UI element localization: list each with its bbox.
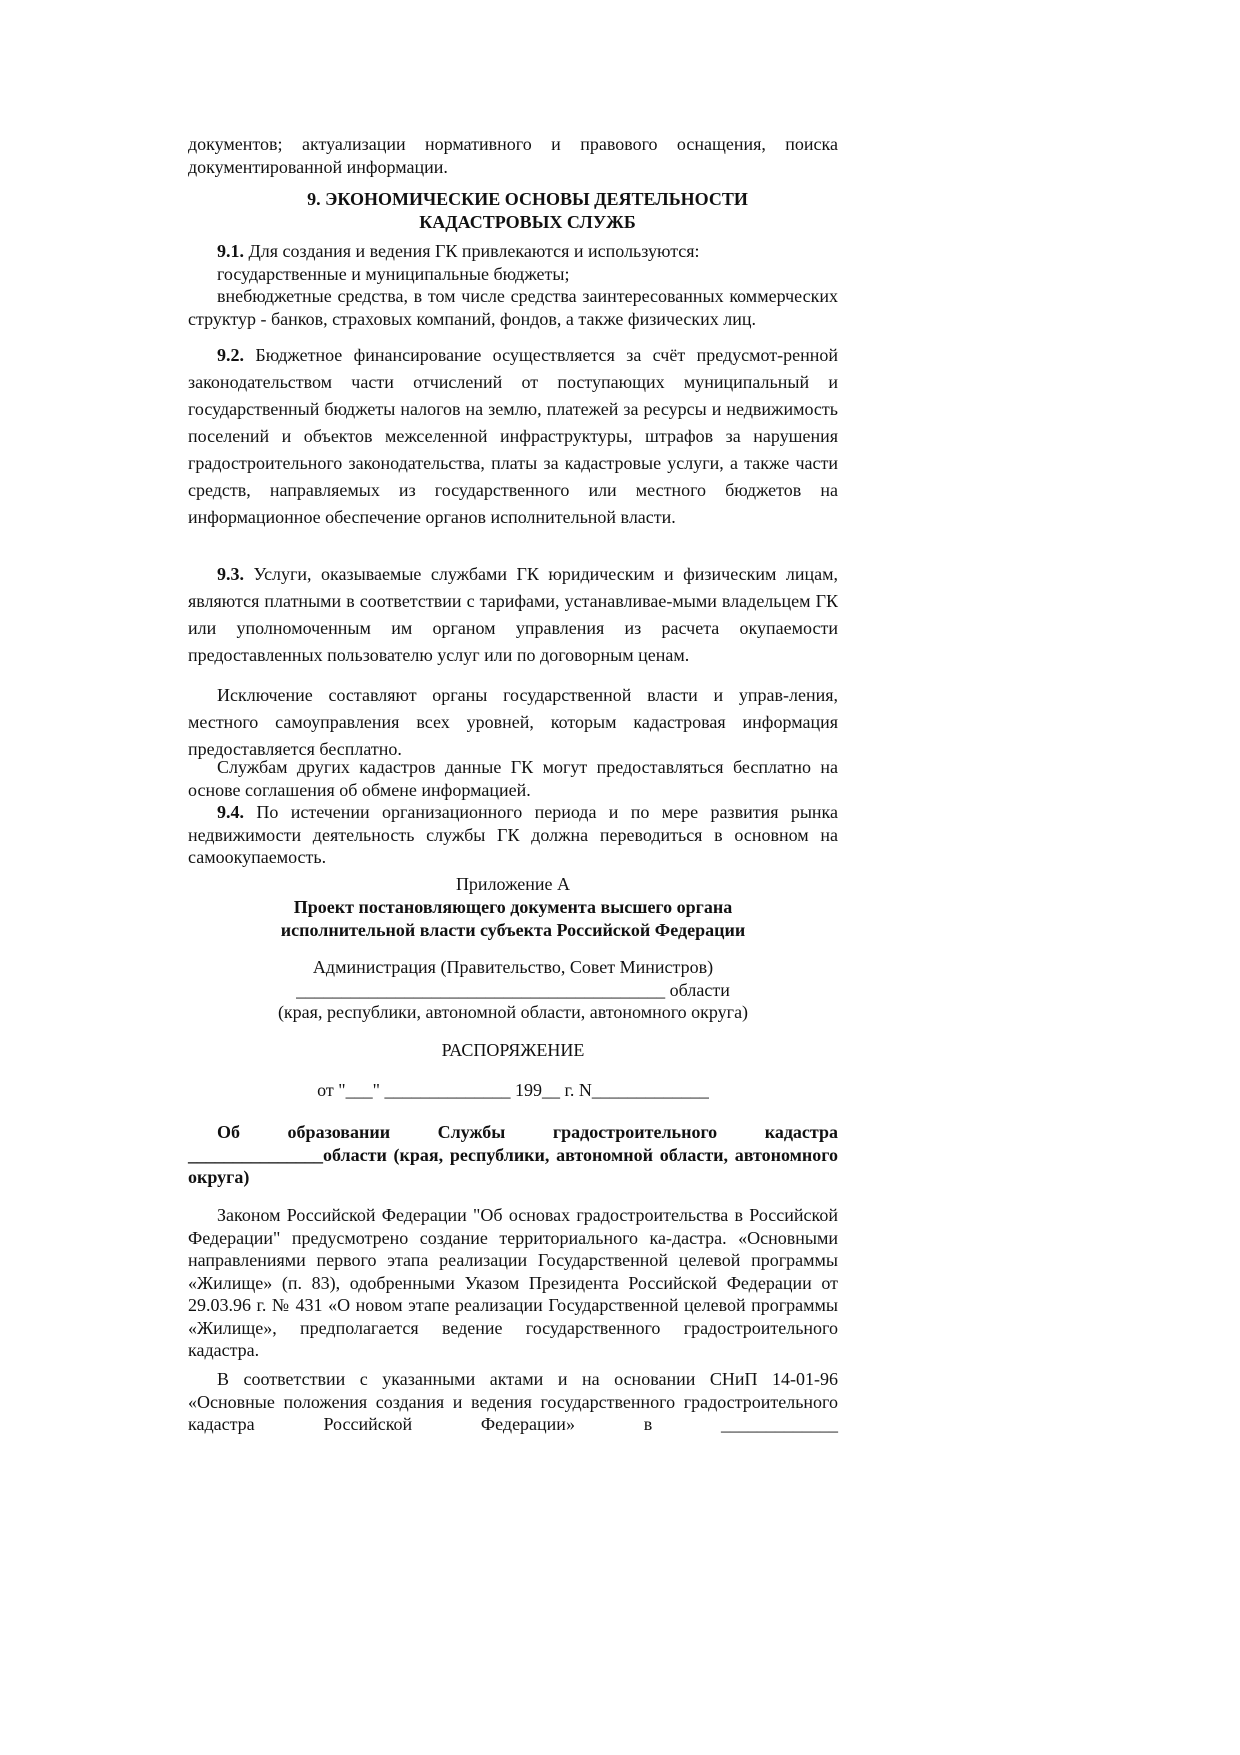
- clause-9-3-paragraph: [188, 561, 838, 669]
- clause-text: Для создания и ведения ГК привлекаются и используются:: [248, 241, 700, 261]
- region-line: _________________________________________ области: [296, 979, 730, 1000]
- clause-9-2: [188, 342, 838, 531]
- appendix-label: Приложение А: [455, 874, 571, 894]
- clause-number: 9.3.: [217, 564, 244, 584]
- clause-number: 9.4.: [217, 802, 244, 822]
- clause-9-3: [188, 561, 838, 669]
- section-9-title: [188, 188, 838, 233]
- fragment-line-2: документированной информации.: [188, 156, 448, 177]
- order-body-p2: [188, 1368, 838, 1436]
- clause-number: 9.2.: [217, 345, 244, 365]
- appendix-title: [188, 896, 838, 941]
- clause-9-4: [188, 801, 838, 869]
- exception-paragraph: Исключение составляют органы государственной власти и управ-ления, местного самоуправления всех уровней, которым кадастровая информация предоставляется бесплатно.: [188, 685, 838, 759]
- admin-line: Администрация (Правительство, Совет Министров): [312, 957, 714, 977]
- administration-header: [188, 956, 838, 1024]
- clause-9-3-exception: [188, 682, 838, 763]
- region-types: (края, республики, автономной области, автономного округа): [277, 1002, 749, 1022]
- section-title-line-2: КАДАСТРОВЫХ СЛУЖБ: [419, 211, 636, 232]
- clause-9-1-item-1: государственные и муниципальные бюджеты;: [217, 263, 570, 284]
- clause-9-1-intro: [188, 240, 838, 263]
- appendix-title-line-2: исполнительной власти субъекта Российской Федерации: [280, 919, 746, 940]
- order-title: РАСПОРЯЖЕНИЕ: [441, 1040, 585, 1060]
- clause-9-1-item-2: внебюджетные средства, в том числе средства заинтересованных коммерческих структур - банков, страховых компаний, фондов, а также физических лиц.: [188, 286, 838, 329]
- order-date-line: от "___" ______________ 199__ г. N_____________: [317, 1080, 709, 1100]
- appendix-title-line-1: Проект постановляющего документа высшего органа: [293, 897, 733, 917]
- order-subject-text: Об образовании Службы градостроительного кадастра _______________области (края, республики, автономной области, автономного округа): [188, 1122, 838, 1187]
- clause-9-4-paragraph: [188, 801, 838, 869]
- order-body-paragraph-1: Законом Российской Федерации "Об основах градостроительства в Российской Федерации" предусмотрено создание территориального ка-дастра. «Основными направлениями первого этапа реализации Государственной целевой программы «Жилище» (п. 83), одобренными Указом Президента Российской Федерации от 29.03.96 г. № 431 «О новом этапе реализации Государственной целевой программы «Жилище», предполагается ведение государственного градостроительного кадастра.: [188, 1205, 838, 1360]
- fragment-line-1: документов; актуализации нормативного и правового оснащения, поиска: [188, 134, 838, 154]
- top-fragment: [188, 133, 838, 178]
- clause-text: Услуги, оказываемые службами ГК юридическим и физическим лицам, являются платными в соответствии с тарифами, устанавливае-мыми владельцем ГК или уполномоченным им органом управления из расчета окупаемости предоставленных пользователю услуг или по договорным ценам.: [188, 564, 838, 665]
- other-cadastres-paragraph: Службам других кадастров данные ГК могут предоставляться бесплатно на основе соглашения об обмене информацией.: [188, 757, 838, 800]
- clause-number: 9.1.: [217, 241, 244, 261]
- order-subject: [188, 1121, 838, 1189]
- order-body-p1: [188, 1204, 838, 1362]
- clause-9-2-paragraph: [188, 342, 838, 531]
- clause-9-1: [188, 240, 838, 330]
- clause-text: Бюджетное финансирование осуществляется за счёт предусмот-ренной законодательством части отчислений от поступающих муниципальный и государственный бюджеты налогов на землю, платежей за ресурсы и недвижимость поселений и объектов межселенной инфраструктуры, штрафов за нарушения градостроительного законодательства, платы за кадастровые услуги, а также части средств, направляемых из государственного или местного бюджетов на информационное обеспечение органов исполнительной власти.: [188, 345, 838, 527]
- section-title-line-1: 9. ЭКОНОМИЧЕСКИЕ ОСНОВЫ ДЕЯТЕЛЬНОСТИ: [307, 189, 748, 209]
- clause-text: По истечении организационного периода и по мере развития рынка недвижимости деятельность службы ГК должна переводиться в основном на самоокупаемость.: [188, 802, 839, 867]
- order-body-paragraph-2: В соответствии с указанными актами и на основании СНиП 14-01-96 «Основные положения создания и ведения государственного градостроительного кадастра Российской Федерации» в _____________: [188, 1369, 838, 1434]
- clause-9-3-other: [188, 756, 838, 801]
